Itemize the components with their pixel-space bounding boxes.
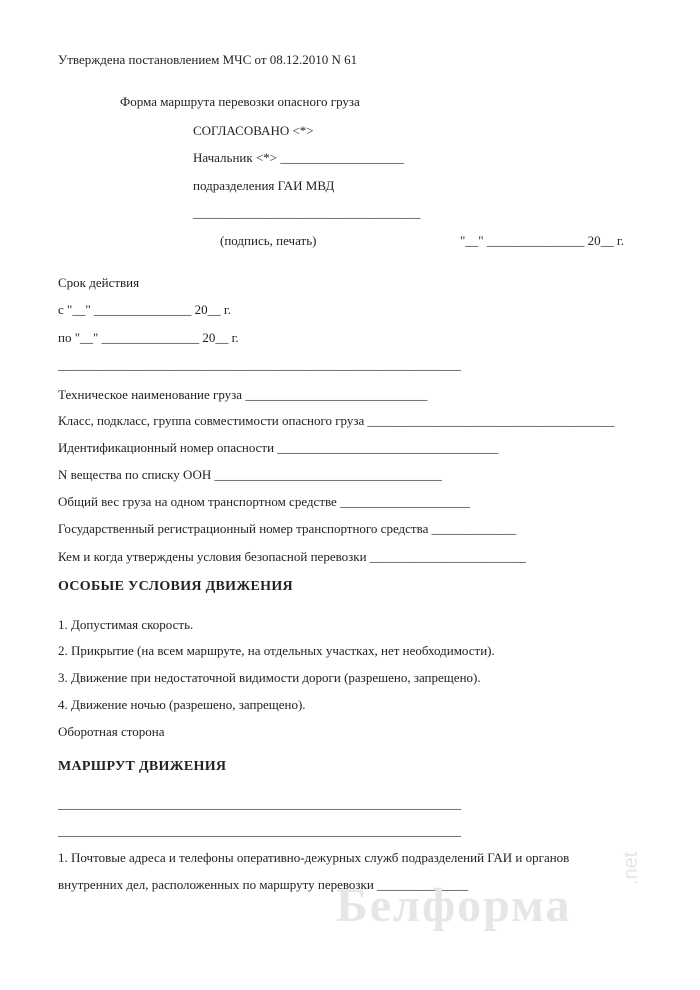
agreed-title: СОГЛАСОВАНО <*>	[193, 123, 314, 138]
condition-escort: 2. Прикрытие (на всем маршруте, на отдельных участках, нет необходимости).	[58, 643, 495, 658]
form-title: Форма маршрута перевозки опасного груза	[120, 94, 360, 109]
watermark-logo: Белформа	[336, 879, 572, 932]
route-line-2: ______________________________________________________________	[58, 823, 461, 838]
reverse-side-label: Оборотная сторона	[58, 724, 165, 739]
approval-line: Утверждена постановлением МЧС от 08.12.2010 N 61	[58, 52, 358, 67]
division-line: подразделения ГАИ МВД	[193, 178, 335, 193]
condition-night: 4. Движение ночью (разрешено, запрещено).	[58, 697, 306, 712]
field-hazard-class: Класс, подкласс, группа совместимости опасного груза ______________________________________	[58, 413, 615, 428]
signature-caption: (подпись, печать)	[220, 233, 317, 248]
route-line-1: ______________________________________________________________	[58, 796, 461, 811]
condition-speed: 1. Допустимая скорость.	[58, 617, 194, 632]
separator-line: ______________________________________________________________	[58, 357, 461, 372]
approval-date: "__" _______________ 20__ г.	[460, 233, 624, 248]
field-un-number: N вещества по списку ООН ___________________________________	[58, 467, 442, 482]
field-approval-info: Кем и когда утверждены условия безопасной перевозки ________________________	[58, 549, 526, 564]
route-note-line-1: 1. Почтовые адреса и телефоны оперативно-дежурных служб подразделений ГАИ и органов	[58, 850, 570, 865]
conditions-heading: ОСОБЫЕ УСЛОВИЯ ДВИЖЕНИЯ	[58, 579, 293, 594]
field-hazard-id: Идентификационный номер опасности __________________________________	[58, 440, 499, 455]
validity-label: Срок действия	[58, 275, 140, 290]
field-vehicle-number: Государственный регистрационный номер транспортного средства _____________	[58, 521, 517, 536]
field-cargo-weight: Общий вес груза на одном транспортном средстве ____________________	[58, 494, 471, 509]
condition-visibility: 3. Движение при недостаточной видимости дороги (разрешено, запрещено).	[58, 670, 481, 685]
watermark-suffix: .net	[620, 851, 642, 885]
field-cargo-name: Техническое наименование груза ____________________________	[58, 387, 428, 402]
route-note-line-2: внутренних дел, расположенных по маршруту перевозки ______________	[58, 877, 469, 892]
chief-line: Начальник <*> ___________________	[193, 150, 404, 165]
signature-blank: ___________________________________	[193, 205, 421, 220]
validity-to: по "__" _______________ 20__ г.	[58, 330, 239, 345]
route-heading: МАРШРУТ ДВИЖЕНИЯ	[58, 759, 227, 774]
validity-from: с "__" _______________ 20__ г.	[58, 302, 231, 317]
